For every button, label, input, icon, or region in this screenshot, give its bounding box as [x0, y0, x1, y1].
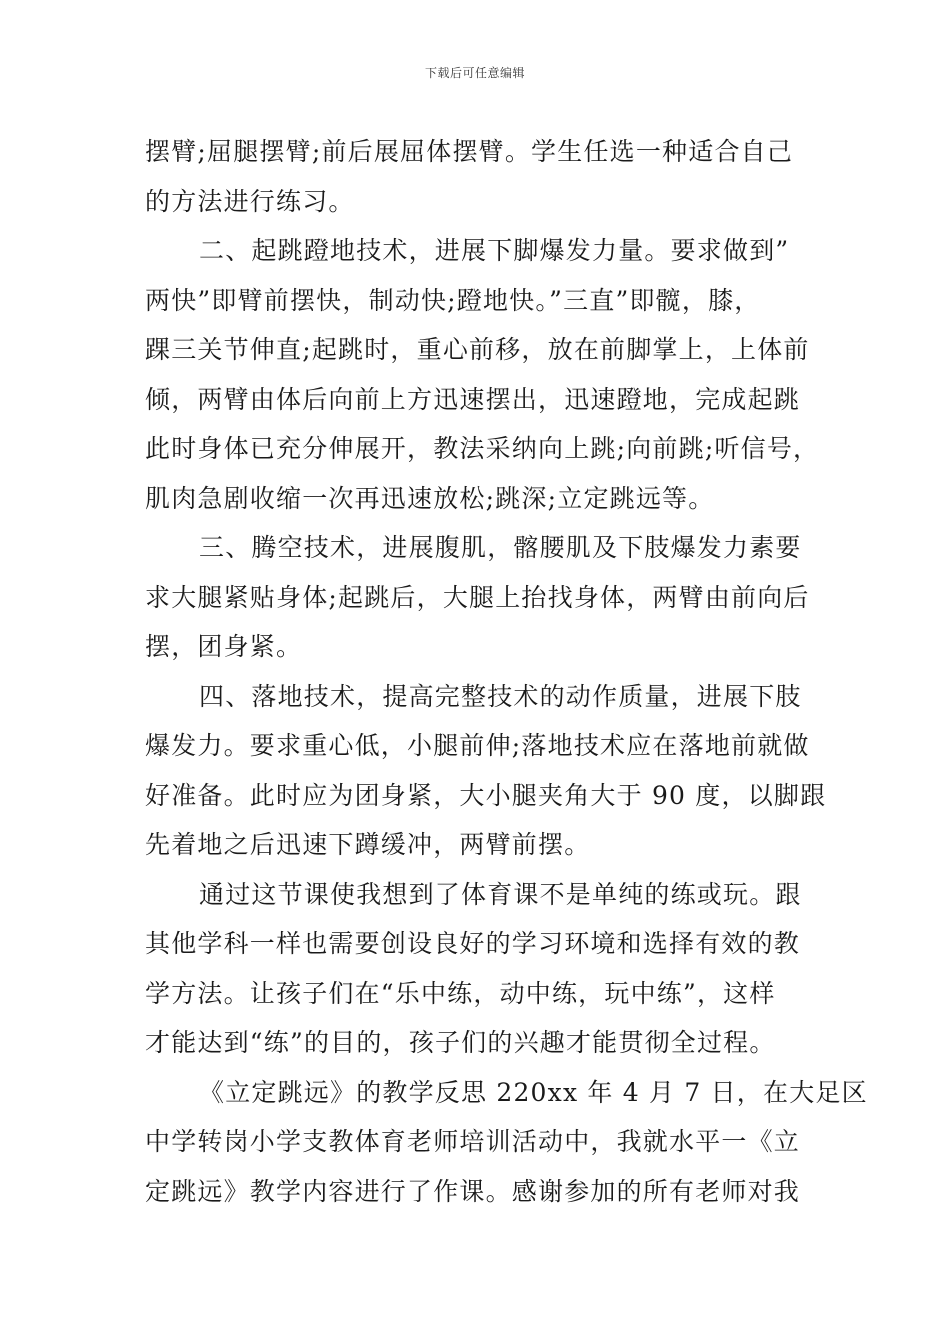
text-line: 肌肉急剧收缩一次再迅速放松;跳深;立定跳远等。 — [145, 483, 715, 513]
text-line: 中学转岗小学支教体育老师培训活动中，我就水平一《立 — [145, 1127, 801, 1156]
text-line: 求大腿紧贴身体;起跳后，大腿上抬找身体，两臂由前向后 — [145, 582, 810, 612]
document-body — [145, 127, 868, 1216]
text-line: 先着地之后迅速下蹲缓冲，两臂前摆。 — [145, 830, 591, 859]
text-line: 摆臂;屈腿摆臂;前后展屈体摆臂。学生任选一种适合自己 — [145, 137, 794, 166]
text-line: 的方法进行练习。 — [145, 186, 355, 216]
paragraph-start-line: 四、落地技术，提高完整技术的动作质量，进展下肢 — [199, 681, 802, 711]
paragraph-start-line: 二、起跳蹬地技术，进展下脚爆发力量。要求做到” — [199, 236, 790, 265]
page-header: 下载后可任意编辑 — [424, 66, 525, 80]
text-line: 爆发力。要求重心低，小腿前伸;落地技术应在落地前就做 — [145, 731, 810, 760]
text-line: 定跳远》教学内容进行了作课。感谢参加的所有老师对我 — [145, 1176, 801, 1206]
paragraph-start-line: 通过这节课使我想到了体育课不是单纯的练或玩。跟 — [199, 879, 802, 909]
text-line: 摆，团身紧。 — [145, 632, 303, 661]
text-line: 踝三关节伸直;起跳时，重心前移，放在前脚掌上，上体前 — [145, 335, 810, 364]
text-line: 其他学科一样也需要创设良好的学习环境和选择有效的教 — [145, 929, 801, 958]
paragraph-start-line: 《立定跳远》的教学反思 220xx 年 4 月 7 日，在大足区 — [199, 1077, 868, 1107]
paragraph-start-line: 三、腾空技术，进展腹肌，髂腰肌及下肢爆发力素要 — [199, 533, 802, 562]
text-line: 好准备。此时应为团身紧，大小腿夹角大于 90 度，以脚跟 — [145, 780, 827, 810]
text-line: 此时身体已充分伸展开，教法采纳向上跳;向前跳;听信号， — [145, 434, 820, 463]
text-line: 倾，两臂由体后向前上方迅速摆出，迅速蹬地，完成起跳 — [145, 384, 801, 414]
text-line: 两快”即臂前摆快，制动快;蹬地快。”三直”即髋，膝， — [145, 285, 761, 315]
text-line: 学方法。让孩子们在“乐中练，动中练，玩中练”，这样 — [145, 978, 776, 1008]
text-line: 才能达到“练”的目的，孩子们的兴趣才能贯彻全过程。 — [145, 1028, 776, 1057]
